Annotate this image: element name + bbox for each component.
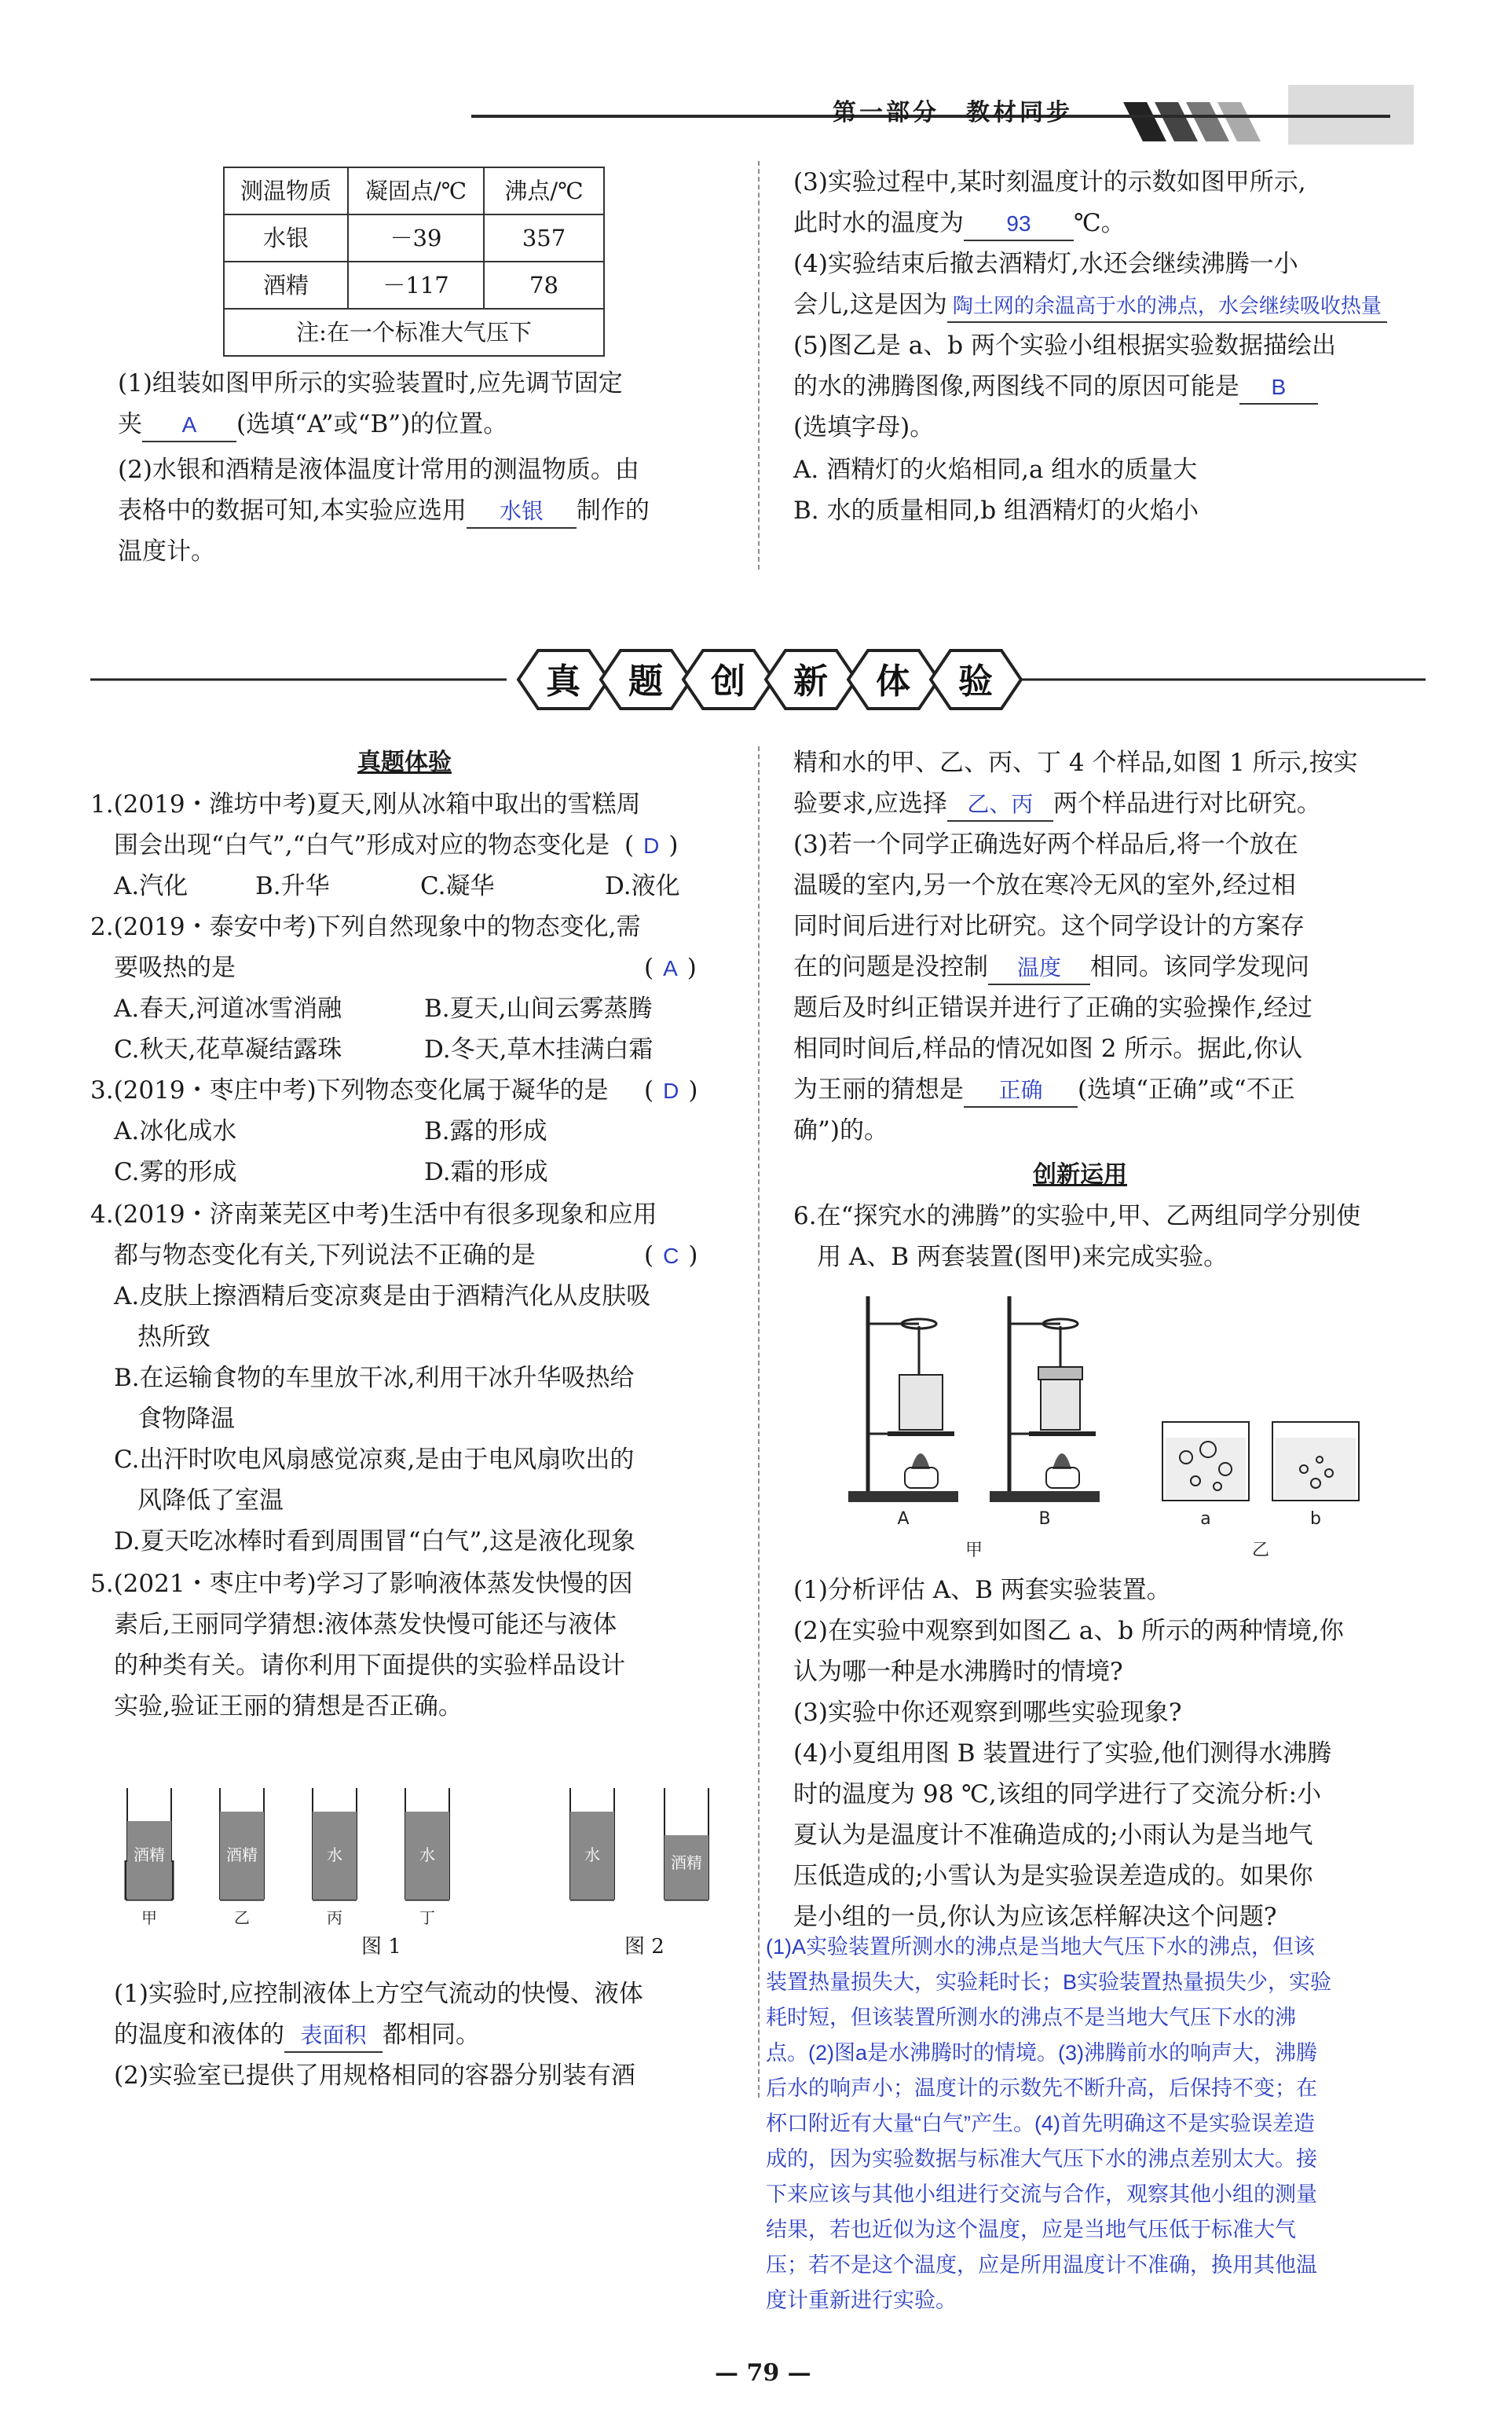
rc-line: 同时间后进行对比研究。这个同学设计的方案存 — [793, 912, 1305, 940]
rt-q5-line3: (选填字母)。 — [793, 413, 935, 442]
banner-char: 真 — [546, 661, 580, 702]
material-table — [223, 167, 605, 357]
rt-q5-answer: B — [1239, 372, 1318, 405]
lt-q2-answer: 水银 — [467, 496, 577, 529]
q2-answer: A — [663, 956, 678, 980]
banner-char: 新 — [793, 661, 828, 702]
rc-l9-pre: 为王丽的猜想是 — [793, 1076, 964, 1104]
q6-answer-line: 耗时短，但该装置所测水的沸点不是当地大气压下水的沸 — [766, 2006, 1296, 2029]
page-number: — 79 — — [715, 2359, 811, 2387]
lt-q2-line1: (2)水银和酒精是液体温度计常用的测温物质。由 — [118, 456, 639, 484]
table-cell: 酒精 — [224, 262, 348, 309]
q6-line2: 用 A、B 两套装置(图甲)来完成实验。 — [817, 1243, 1228, 1271]
table-cell: －39 — [348, 214, 484, 262]
rt-q3-pre: 此时水的温度为 — [793, 209, 964, 237]
q6-answer-line: 杯口附近有大量“白气”产生。(4)首先明确这不是实验误差造 — [766, 2112, 1315, 2135]
q4-line2: 都与物态变化有关,下列说法不正确的是 — [114, 1241, 536, 1270]
lt-q1-answer: A — [142, 409, 236, 442]
apparatus-label: A — [897, 1509, 910, 1529]
banner-char: 验 — [958, 661, 993, 702]
rc-l6-answer: 温度 — [988, 952, 1090, 985]
q2-answer-bracket: ( A ) — [644, 954, 697, 982]
q5-sub1-pre: 的温度和液体的 — [114, 2021, 284, 2049]
q4-option: D.夏天吃冰棒时看到周围冒“白气”,这是液化现象 — [114, 1527, 636, 1556]
q4-answer: C — [663, 1244, 679, 1268]
q1-option: C.凝华 — [420, 872, 495, 900]
rc-l2-pre: 验要求,应选择 — [793, 790, 947, 818]
q6-sub-line: (2)在实验中观察到如图乙 a、b 所示的两种情境,你 — [793, 1617, 1344, 1645]
q5-line: 实验,验证王丽的猜想是否正确。 — [114, 1692, 463, 1721]
q1-answer-bracket: ( D ) — [624, 831, 679, 859]
rc-line: 精和水的甲、乙、丙、丁 4 个样品,如图 1 所示,按实 — [793, 749, 1358, 777]
q6-answer-line: 下来应该与其他小组进行交流与合作，观察其他小组的测量 — [766, 2182, 1317, 2206]
rc-line: 确”)的。 — [793, 1116, 888, 1145]
beaker-b — [1272, 1422, 1359, 1501]
figure-yi-caption: 乙 — [1251, 1541, 1270, 1560]
rt-q3-answer: 93 — [964, 208, 1074, 241]
beaker-a — [1162, 1422, 1249, 1501]
q4-option-cont: 风降低了室温 — [137, 1486, 284, 1515]
fig1-caption: 图 1 — [361, 1935, 401, 1959]
q6-answer-line: 结果，若也近似为这个温度，应是当地气压低于标准大气 — [766, 2218, 1296, 2241]
q6-answer-line: (1)A实验装置所测水的沸点是当地大气压下水的沸点，但该 — [766, 1935, 1316, 1959]
q4-answer-bracket: ( C ) — [644, 1241, 698, 1270]
q4-option: C.出汗时吹电风扇感觉凉爽,是由于电风扇吹出的 — [114, 1446, 635, 1474]
q4-line1: 4.(2019・济南莱芜区中考)生活中有很多现象和应用 — [90, 1200, 657, 1229]
fig1-name: 甲 — [141, 1908, 157, 1927]
lt-q2-line3: 温度计。 — [118, 537, 215, 566]
lt-q1-line2 — [118, 404, 507, 445]
q6-sub-line: 是小组的一员,你认为应该怎样解决这个问题? — [793, 1903, 1277, 1931]
rt-q4-pre: 会儿,这是因为 — [793, 291, 947, 319]
rt-q4-answer: 陶土网的余温高于水的沸点，水会继续吸收热量 — [947, 290, 1387, 323]
q3-answer-bracket: ( D ) — [644, 1076, 698, 1105]
q3-line1: 3.(2019・枣庄中考)下列物态变化属于凝华的是 — [90, 1076, 609, 1105]
rc-l6-pre: 在的问题是没控制 — [793, 953, 988, 981]
rt-q5-line1: (5)图乙是 a、b 两个实验小组根据实验数据描绘出 — [793, 332, 1336, 360]
apparatus-b — [990, 1296, 1100, 1502]
q2-line1: 2.(2019・泰安中考)下列自然现象中的物态变化,需 — [90, 913, 641, 941]
q4-option: B.在运输食物的车里放干冰,利用干冰升华吸热给 — [114, 1364, 635, 1392]
table-header-cell: 测温物质 — [224, 167, 348, 214]
fig1-name: 丙 — [327, 1908, 342, 1927]
table-header-cell: 沸点/℃ — [484, 167, 604, 214]
q2-option: D.冬天,草木挂满白霜 — [424, 1035, 653, 1064]
fig1-label: 水 — [327, 1845, 342, 1864]
lt-q1-pre: 夹 — [118, 410, 142, 438]
q6-answer-line: 压；若不是这个温度，应是所用温度计不准确，换用其他温 — [766, 2253, 1317, 2277]
fig1-label: 酒精 — [134, 1845, 165, 1864]
q5-sub1-post: 都相同。 — [383, 2021, 480, 2049]
q6-line1: 6.在“探究水的沸腾”的实验中,甲、乙两组同学分别使 — [793, 1202, 1361, 1230]
fig2-caption: 图 2 — [624, 1935, 664, 1959]
rt-q5-line2 — [793, 366, 1318, 407]
rt-q4-line1: (4)实验结束后撤去酒精灯,水还会继续沸腾一小 — [793, 250, 1298, 278]
q6-sub-line: 压低造成的;小雪认为是实验误差造成的。如果你 — [793, 1862, 1313, 1890]
table-header-cell: 凝固点/℃ — [348, 167, 484, 214]
rc-l2-post: 两个样品进行对比研究。 — [1053, 790, 1321, 818]
q6-answer-line: 成的，因为实验数据与标准大气压下水的沸点差别太大。接 — [766, 2147, 1317, 2171]
beaker-label: b — [1310, 1509, 1321, 1529]
q1-option: D.液化 — [605, 872, 680, 900]
fig1-name: 丁 — [419, 1908, 435, 1927]
boiling-apparatus-figure — [833, 1281, 1367, 1563]
header-stripes — [1123, 102, 1280, 141]
q6-answer-line: 度计重新进行实验。 — [766, 2289, 957, 2312]
rc-line: (3)若一个同学正确选好两个样品后,将一个放在 — [793, 830, 1298, 859]
lt-q1-post: (选填“A”或“B”)的位置。 — [236, 410, 508, 438]
lt-q2-line2 — [118, 490, 650, 531]
section-title-chuangxin: 创新运用 — [1033, 1161, 1127, 1189]
rt-q3-line1: (3)实验过程中,某时刻温度计的示数如图甲所示, — [793, 168, 1306, 196]
rt-q4-line2 — [793, 284, 1387, 325]
q3-answer: D — [663, 1079, 679, 1103]
table-cell: 357 — [484, 214, 604, 262]
q1-option: B.升华 — [255, 872, 330, 900]
rt-q3-line2 — [793, 203, 1126, 244]
apparatus-label: B — [1038, 1509, 1051, 1529]
fig2-label: 酒精 — [671, 1853, 702, 1872]
beaker-label: a — [1200, 1509, 1211, 1529]
lt-q2-post: 制作的 — [576, 497, 650, 525]
banner-char: 体 — [876, 661, 910, 702]
q6-answer-line: 点。(2)图a是水沸腾时的情境。(3)沸腾前水的响声大，沸腾 — [766, 2041, 1318, 2065]
q3-option: C.雾的形成 — [114, 1158, 237, 1186]
fig2-label: 水 — [584, 1845, 600, 1864]
q6-sub-line: 认为哪一种是水沸腾时的情境? — [793, 1658, 1123, 1686]
rc-line2 — [793, 783, 1321, 824]
lt-q1-line1: (1)组装如图甲所示的实验装置时,应先调节固定 — [118, 369, 623, 398]
q5-sub2-line1: (2)实验室已提供了用规格相同的容器分别装有酒 — [114, 2061, 635, 2090]
column-divider-bottom — [758, 746, 760, 2098]
q5-line: 5.(2021・枣庄中考)学习了影响液体蒸发快慢的因 — [90, 1570, 633, 1598]
rc-line: 温暖的室内,另一个放在寒冷无风的室外,经过相 — [793, 871, 1296, 900]
q5-sub1-answer: 表面积 — [284, 2020, 383, 2053]
rc-line6 — [793, 947, 1309, 988]
apparatus-a — [848, 1296, 958, 1502]
q6-sub-line: 夏认为是温度计不准确造成的;小雨认为是当地气 — [793, 1821, 1313, 1849]
rc-l9-post: (选填“正确”或“不正 — [1078, 1076, 1295, 1104]
q1-option: A.汽化 — [114, 872, 189, 900]
banner-char: 题 — [628, 661, 663, 702]
q4-option-cont: 食物降温 — [137, 1405, 235, 1433]
rc-l9-answer: 正确 — [964, 1075, 1078, 1108]
q6-sub-line: (3)实验中你还观察到哪些实验现象? — [793, 1699, 1182, 1727]
q5-line: 的种类有关。请你利用下面提供的实验样品设计 — [114, 1651, 625, 1680]
q4-option: A.皮肤上擦酒精后变凉爽是由于酒精汽化从皮肤吸 — [114, 1282, 651, 1310]
rt-option-a: A. 酒精灯的火焰相同,a 组水的质量大 — [793, 456, 1198, 484]
header-title: 第一部分 教材同步 — [833, 99, 1073, 126]
rc-line: 题后及时纠正错误并进行了正确的实验操作,经过 — [793, 994, 1312, 1022]
rc-l2-answer: 乙、丙 — [947, 789, 1053, 822]
figure-jia-caption: 甲 — [965, 1541, 983, 1560]
q2-option: B.夏天,山间云雾蒸腾 — [424, 995, 653, 1023]
column-divider-top — [758, 161, 760, 570]
rt-q5-pre: 的水的沸腾图像,两图线不同的原因可能是 — [793, 372, 1239, 401]
q3-option: A.冰化成水 — [114, 1117, 237, 1145]
q1-line2: 围会出现“白气”,“白气”形成对应的物态变化是 — [114, 831, 610, 859]
rt-q3-post: ℃。 — [1074, 209, 1126, 237]
q5-sub1-line1: (1)实验时,应控制液体上方空气流动的快慢、液体 — [114, 1980, 643, 2008]
table-cell: 78 — [484, 262, 604, 309]
rc-l6-post: 相同。该同学发现问 — [1090, 953, 1309, 981]
section-banner — [90, 644, 1426, 715]
fig1-label: 酒精 — [226, 1845, 258, 1864]
q2-line2: 要吸热的是 — [114, 954, 236, 982]
section-title-zhenti: 真题体验 — [357, 749, 452, 776]
table-cell: －117 — [348, 262, 484, 309]
figure-1-2 — [110, 1783, 730, 1940]
q2-option: A.春天,河道冰雪消融 — [114, 995, 342, 1023]
q5-line: 素后,王丽同学猜想:液体蒸发快慢可能还与液体 — [114, 1611, 617, 1639]
table-cell: 水银 — [224, 214, 348, 262]
q3-option: D.霜的形成 — [424, 1158, 548, 1186]
q3-option: B.露的形成 — [424, 1117, 547, 1145]
q2-option: C.秋天,花草凝结露珠 — [114, 1035, 342, 1064]
fig1-label: 水 — [419, 1845, 435, 1864]
q6-sub-line: (4)小夏组用图 B 装置进行了实验,他们测得水沸腾 — [793, 1739, 1332, 1768]
q1-answer: D — [643, 834, 660, 858]
q4-option-cont: 热所致 — [137, 1323, 211, 1351]
rt-option-b: B. 水的质量相同,b 组酒精灯的火焰小 — [793, 497, 1199, 525]
q6-sub-line: 时的温度为 98 ℃,该组的同学进行了交流分析:小 — [793, 1780, 1322, 1809]
table-note: 注:在一个标准大气压下 — [224, 309, 604, 356]
banner-char: 创 — [711, 661, 745, 702]
rc-line9 — [793, 1069, 1295, 1110]
q6-sub-line: (1)分析评估 A、B 两套实验装置。 — [793, 1576, 1171, 1604]
fig1-name: 乙 — [234, 1908, 250, 1927]
q5-sub1-line2 — [114, 2014, 480, 2055]
lt-q2-pre: 表格中的数据可知,本实验应选用 — [118, 497, 467, 525]
q6-answer-line: 后水的响声小；温度计的示数先不断升高，后保持不变；在 — [766, 2076, 1317, 2100]
q6-answer-line: 装置热量损失大，实验耗时长；B实验装置热量损失少，实验 — [766, 1970, 1332, 1994]
rc-line: 相同时间后,样品的情况如图 2 所示。据此,你认 — [793, 1035, 1303, 1063]
q1-line1: 1.(2019・潍坊中考)夏天,刚从冰箱中取出的雪糕周 — [90, 790, 641, 819]
